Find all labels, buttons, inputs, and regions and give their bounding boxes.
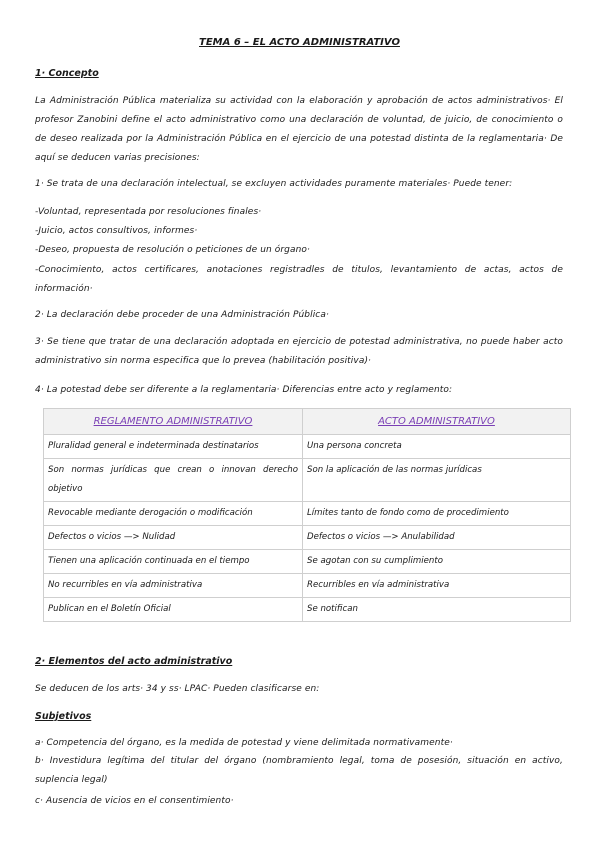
- point-2: 2· La declaración debe proceder de una Administración Pública·: [35, 310, 329, 320]
- list-item-deseo: -Deseo, propuesta de resolución o peticiones de un órgano·: [35, 245, 310, 255]
- comparison-table: [43, 408, 571, 622]
- element-item-a: a· Competencia del órgano, es la medida de potestad y viene delimitada normativamente·: [35, 738, 453, 748]
- table-row: [44, 459, 571, 502]
- section-heading-elementos: 2· Elementos del acto administrativo: [35, 656, 233, 667]
- cell-reglamento: No recurribles en vía administrativa: [44, 574, 303, 598]
- table-row: [44, 598, 571, 622]
- cell-acto: Se agotan con su cumplimiento: [303, 550, 571, 574]
- cell-acto: Defectos o vicios —> Anulabilidad: [303, 526, 571, 550]
- element-item-b: b· Investidura legítima del titular del órgano (nombramiento legal, toma de posesión, situación en activo, suplencia legal): [35, 756, 563, 785]
- header-acto: ACTO ADMINISTRATIVO: [303, 409, 571, 435]
- cell-reglamento: Defectos o vicios —> Nulidad: [44, 526, 303, 550]
- cell-reglamento: Revocable mediante derogación o modificación: [44, 502, 303, 526]
- table-row: [44, 574, 571, 598]
- table-row: [44, 435, 571, 459]
- subheading-subjetivos: Subjetivos: [35, 711, 92, 722]
- list-item-voluntad: -Voluntad, representada por resoluciones finales·: [35, 207, 262, 217]
- list-item-juicio: -Juicio, actos consultivos, informes·: [35, 226, 198, 236]
- cell-acto: Límites tanto de fondo como de procedimiento: [303, 502, 571, 526]
- cell-acto: Una persona concreta: [303, 435, 571, 459]
- intro-paragraph: La Administración Pública materializa su actividad con la elaboración y aprobación de actos administrativos· El profesor Zanobini define el acto administrativo como una declaración de voluntad, de juicio, de conocimiento o de deseo realizada por la Administración Pública en el ejercicio de una potestad distinta de la reglamentaria· De aquí se deducen varias precisiones:: [35, 96, 563, 163]
- header-reglamento: REGLAMENTO ADMINISTRATIVO: [44, 409, 303, 435]
- point-1: 1· Se trata de una declaración intelectual, se excluyen actividades puramente materiales· Puede tener:: [35, 179, 513, 189]
- table-row: [44, 550, 571, 574]
- section-heading-concepto: 1· Concepto: [35, 68, 99, 79]
- list-item-conocimiento: -Conocimiento, actos certificares, anotaciones registradles de titulos, levantamiento de actas, actos de información·: [35, 265, 563, 294]
- cell-reglamento: Publican en el Boletín Oficial: [44, 598, 303, 622]
- point-4: 4· La potestad debe ser diferente a la reglamentaria· Diferencias entre acto y reglamento:: [35, 385, 453, 395]
- point-3: 3· Se tiene que tratar de una declaración adoptada en ejercicio de potestad administrativa, no puede haber acto administrativo sin norma especifica que lo prevea (habilitación positiva)·: [35, 337, 563, 366]
- cell-reglamento: Pluralidad general e indeterminada destinatarios: [44, 435, 303, 459]
- cell-reglamento: Son normas jurídicas que crean o innovan derecho objetivo: [44, 459, 303, 502]
- cell-reglamento: Tienen una aplicación continuada en el tiempo: [44, 550, 303, 574]
- cell-acto: Son la aplicación de las normas jurídicas: [303, 459, 571, 502]
- table-row: [44, 526, 571, 550]
- cell-acto: Se notifican: [303, 598, 571, 622]
- elements-intro: Se deducen de los arts· 34 y ss· LPAC· Pueden clasificarse en:: [35, 684, 320, 694]
- table-header-row: [44, 409, 571, 435]
- table-row: [44, 502, 571, 526]
- cell-acto: Recurribles en vía administrativa: [303, 574, 571, 598]
- element-item-c: c· Ausencia de vicios en el consentimiento·: [35, 796, 234, 806]
- page-title: TEMA 6 – EL ACTO ADMINISTRATIVO: [199, 37, 400, 48]
